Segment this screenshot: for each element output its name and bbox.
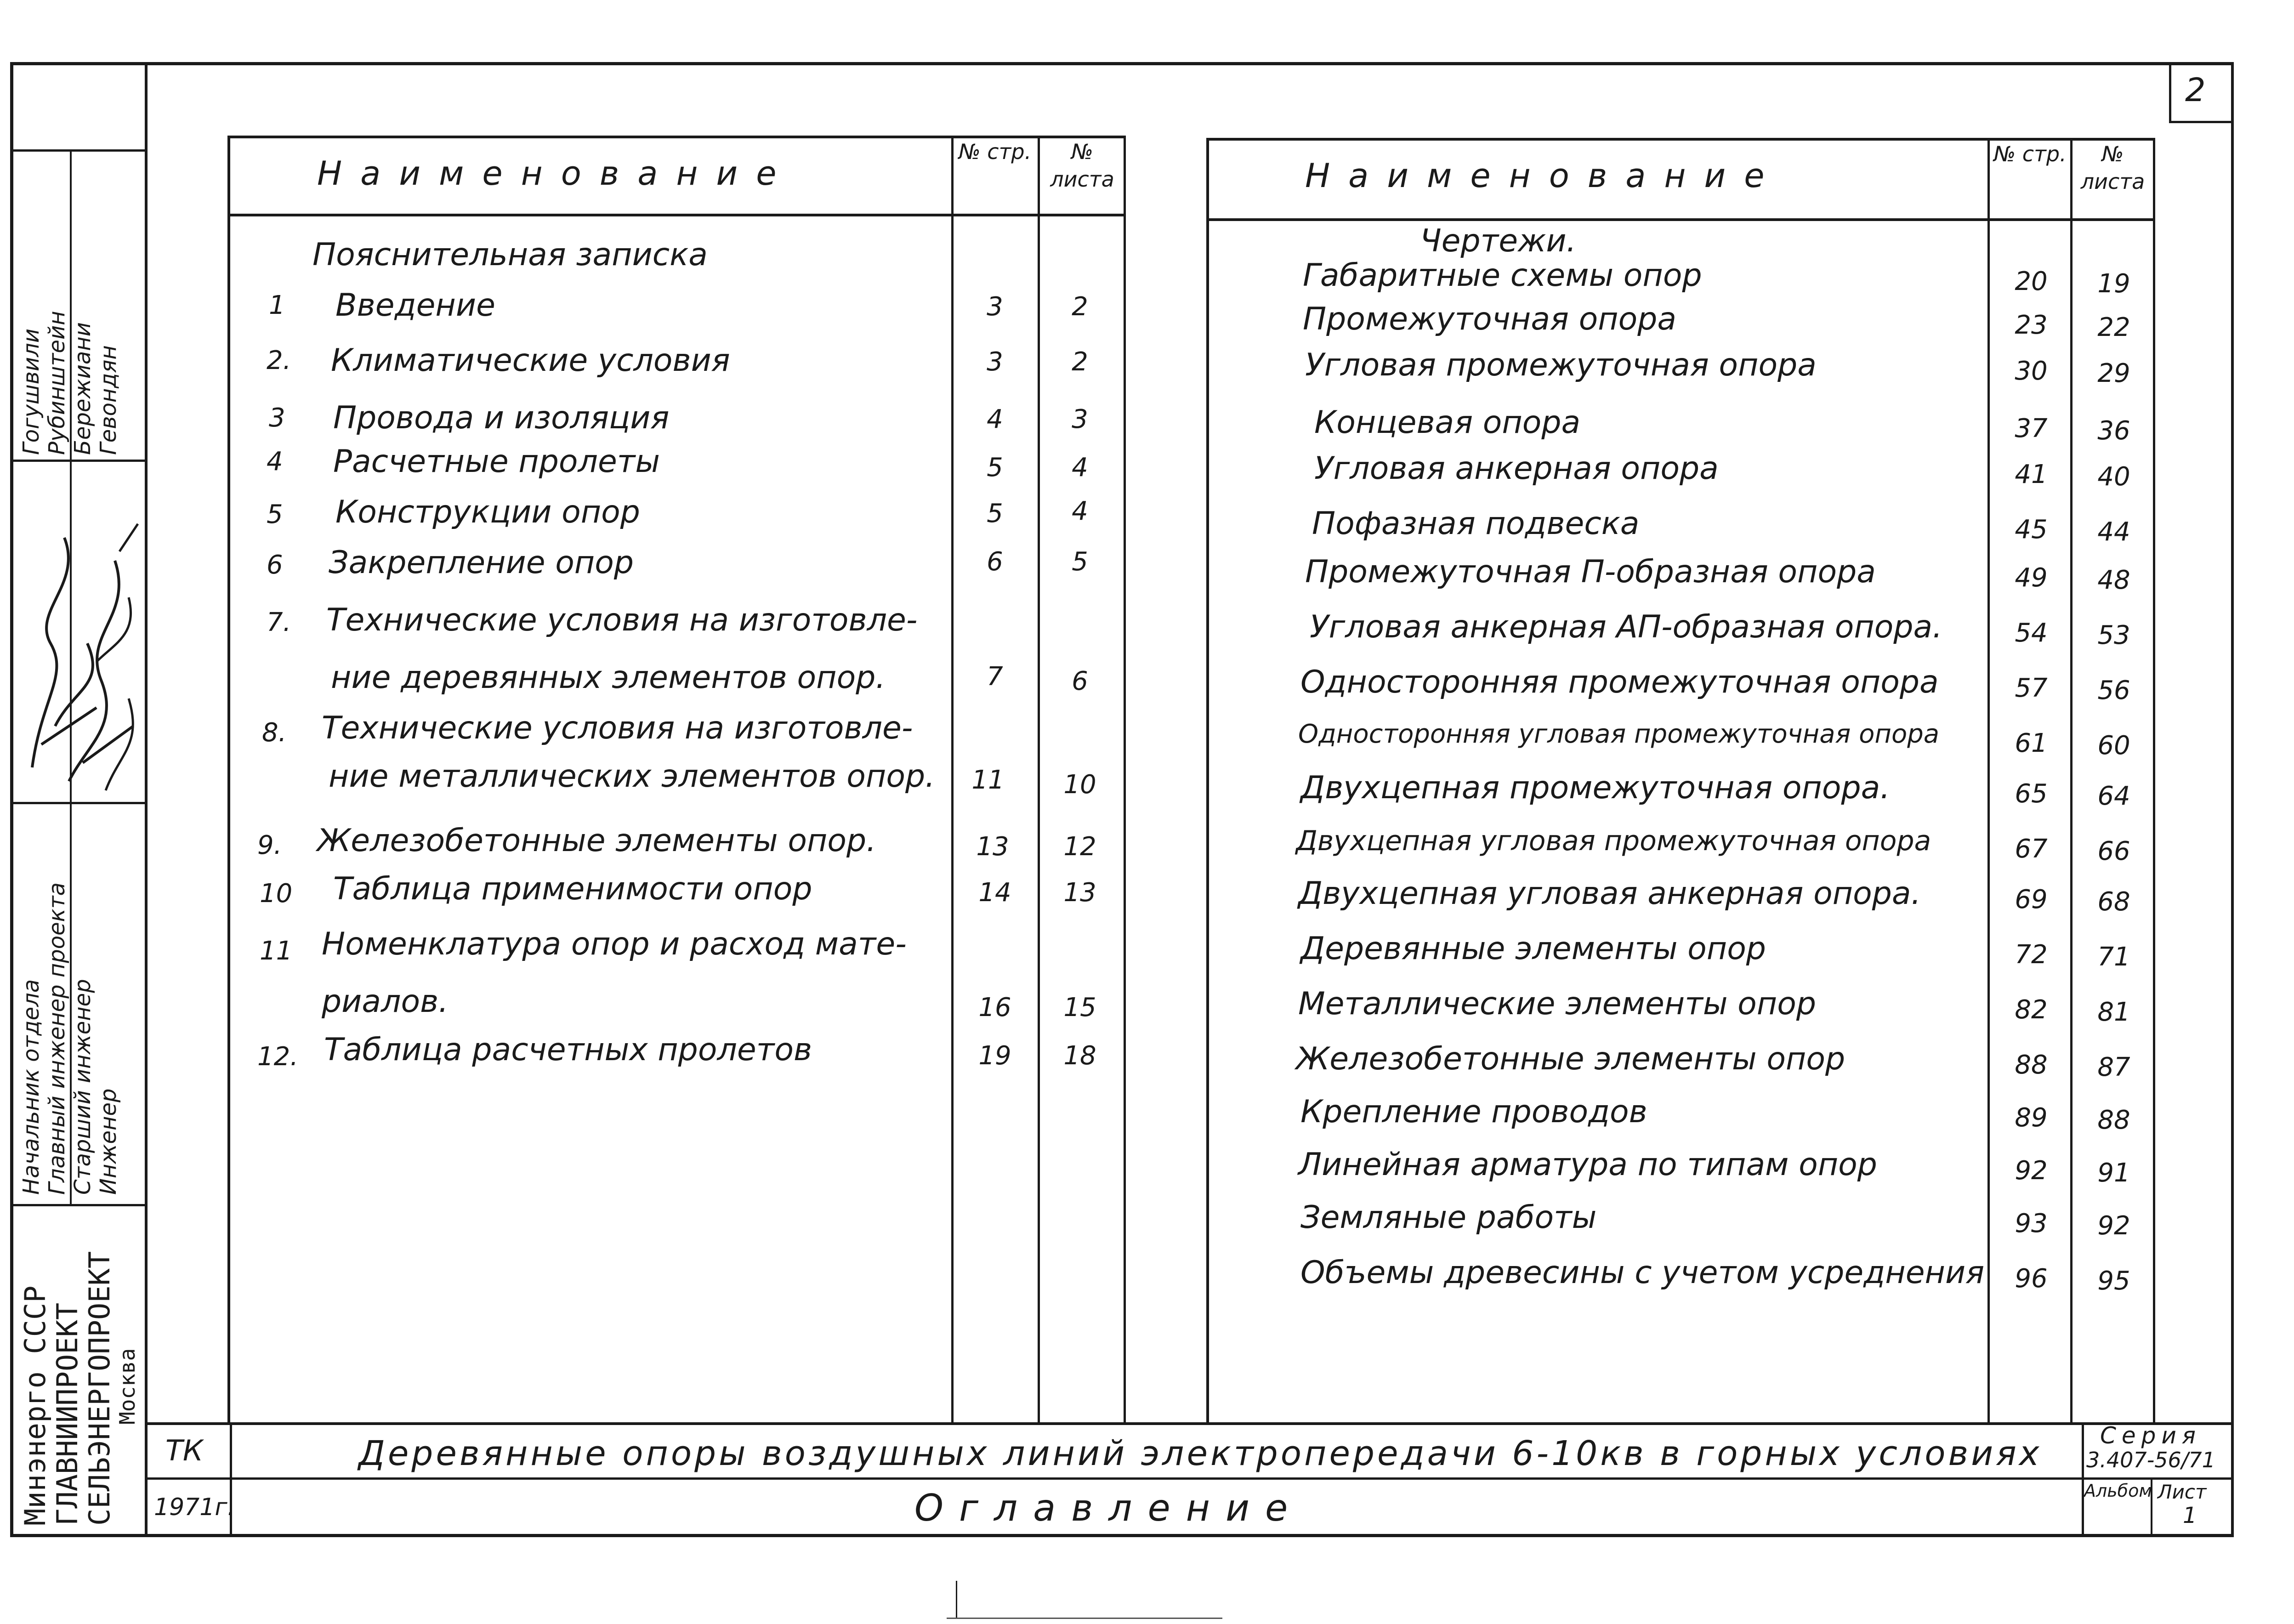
- left-header-page: № стр.: [958, 139, 1032, 164]
- document-title: Оглавление: [914, 1487, 1304, 1529]
- series-label: Серия: [2100, 1422, 2201, 1449]
- frame-right: [2231, 62, 2234, 1537]
- signatures-drawing: [14, 469, 147, 800]
- frame-top: [10, 62, 2233, 65]
- org-line-3: СЕЛЬЭНЕРГОПРОЕКТ: [83, 1251, 116, 1526]
- project-title: Деревянные опоры воздушных линий электропередачи 6-10кв в горных условиях: [358, 1434, 2042, 1473]
- right-header-page: № стр.: [1993, 142, 2067, 166]
- org-line-4: Москва: [115, 1348, 140, 1425]
- right-section-title: Чертежи.: [1420, 223, 1577, 259]
- position-4: Инженер: [96, 1088, 121, 1195]
- left-section-title: Пояснительная записка: [312, 237, 708, 273]
- position-3: Старший инженер: [70, 979, 96, 1195]
- title-block-year: 1971г.: [154, 1493, 235, 1521]
- frame-bottom: [10, 1534, 2233, 1537]
- name-2: Рубинштейн: [44, 311, 70, 455]
- frame-left: [10, 62, 13, 1537]
- position-2: Главный инженер проекта: [44, 882, 70, 1195]
- sheet-value: 1: [2183, 1503, 2197, 1528]
- left-header-sheet: № листа: [1050, 139, 1114, 192]
- right-header-sheet: № листа: [2080, 142, 2145, 194]
- sheet-label: Лист: [2158, 1481, 2207, 1503]
- series-value: 3.407-56/71: [2086, 1448, 2215, 1472]
- positions-block: [18, 809, 121, 1195]
- right-header-name: Наименование: [1305, 156, 1783, 195]
- organization-block: [18, 1213, 141, 1526]
- sheet-number: 2: [2185, 71, 2206, 109]
- inner-frame-left: [145, 62, 148, 1537]
- album-label: Альбом: [2084, 1481, 2152, 1501]
- names-block: [18, 152, 121, 455]
- name-3: Бережиани: [70, 322, 96, 455]
- org-line-2: ГЛАВНИИПРОЕКТ: [51, 1302, 84, 1526]
- title-block-code: ТК: [165, 1434, 203, 1467]
- org-line-1: Минэнерго СССР: [18, 1285, 52, 1526]
- left-header-name: Наименование: [317, 154, 795, 193]
- position-1: Начальник отдела: [18, 979, 44, 1195]
- name-1: Гогушвили: [18, 328, 44, 455]
- name-4: Гевондян: [96, 345, 121, 455]
